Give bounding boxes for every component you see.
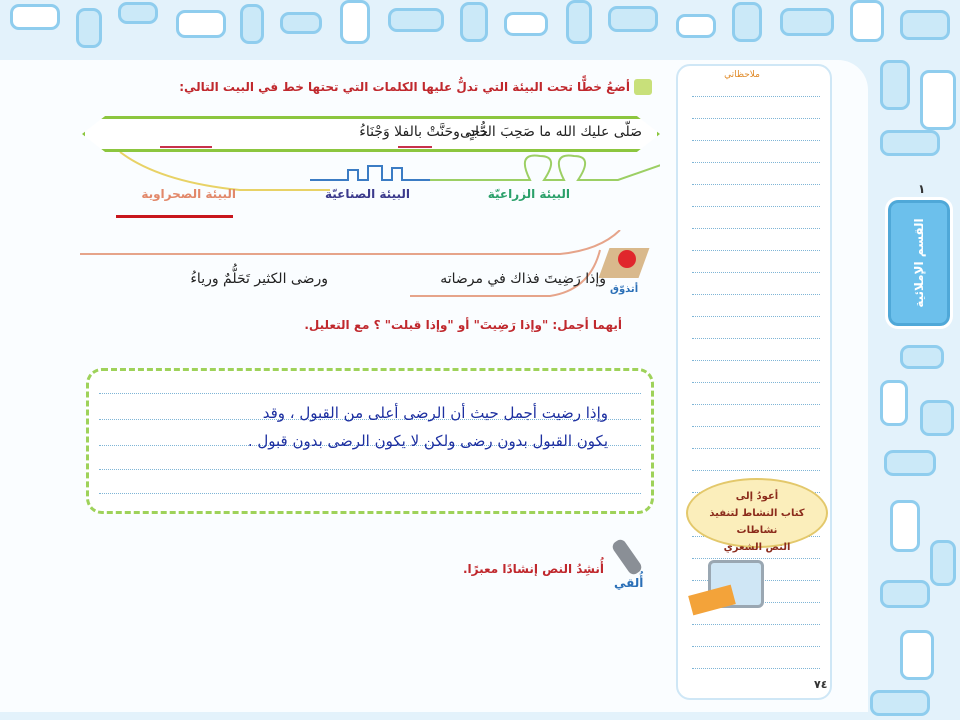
decorative-tile xyxy=(870,690,930,716)
decorative-tile xyxy=(608,6,658,32)
note-line xyxy=(692,272,820,273)
note-line xyxy=(692,448,820,449)
decorative-tile xyxy=(880,60,910,110)
note-line xyxy=(692,162,820,163)
decorative-tile xyxy=(676,14,716,38)
section-tab[interactable] xyxy=(888,200,950,326)
decorative-tile xyxy=(10,4,60,30)
page-number: ٧٤ xyxy=(814,678,828,691)
decorative-tile xyxy=(930,540,956,586)
recite-instruction: أُنشِدُ النص إنشادًا معبرًا. xyxy=(462,562,604,576)
env-industrial[interactable]: البيئة الصناعيّة xyxy=(325,187,410,201)
decorative-tile xyxy=(880,130,940,156)
note-line xyxy=(692,338,820,339)
decorative-tile xyxy=(850,0,884,42)
decorative-tile xyxy=(900,630,934,680)
note-line xyxy=(692,558,820,559)
answer-underline xyxy=(116,215,233,218)
verse2-right: وإذا رَضِيتَ فذاك في مرضاته xyxy=(440,271,606,287)
decorative-tile xyxy=(566,0,592,44)
decorative-tile xyxy=(880,380,908,426)
note-line xyxy=(692,294,820,295)
note-line xyxy=(692,624,820,625)
note-line xyxy=(692,470,820,471)
decorative-tile xyxy=(176,10,226,38)
question-text: أيهما أجمل: "وإذا رَضِيتَ" أو "وإذا قبلت" ؟ مع التعليل. xyxy=(304,318,622,332)
note-line xyxy=(692,96,820,97)
bubble-line: النص الشعري xyxy=(723,542,791,553)
decorative-tile xyxy=(460,2,488,42)
verse1-left: حادٍ، وحَنَّتْ بالفلا وَجْنَاءُ xyxy=(359,124,488,140)
section-tab-label: القسم الإملائية xyxy=(912,218,926,308)
note-line xyxy=(692,118,820,119)
verse-curves xyxy=(80,230,660,300)
side-number: ١ xyxy=(918,182,926,196)
note-line xyxy=(692,646,820,647)
note-line xyxy=(692,140,820,141)
activity-icon xyxy=(634,79,652,95)
note-line xyxy=(692,382,820,383)
note-line xyxy=(692,668,820,669)
ulqi-label: أُلقي xyxy=(614,576,644,590)
verse2-left: ورضى الكثير تَحَلُّمٌ ورياءُ xyxy=(190,271,328,287)
env-agricultural[interactable]: البيئة الزراعيّة xyxy=(487,187,570,201)
env-desert[interactable]: البيئة الصحراوية xyxy=(141,187,236,201)
decorative-tile xyxy=(118,2,158,24)
note-line xyxy=(692,316,820,317)
decorative-tile xyxy=(388,8,444,32)
underline xyxy=(398,146,432,148)
decorative-tile xyxy=(880,580,930,608)
activity-speech-bubble xyxy=(686,478,828,553)
instruction-text: أضعُ خطًّا تحت البيئة التي تدلُّ عليها الكلمات التي تحتها خط في البيت التالي: xyxy=(179,80,630,94)
decorative-tile xyxy=(884,450,936,476)
decorative-tile xyxy=(920,70,956,130)
notes-title: ملاحظاتي xyxy=(724,70,760,80)
answer-line-1: وإذا رضيت أجمل حيث أن الرضى أعلى من القبول ، وقد xyxy=(262,404,608,422)
verse1-right: صَلّى عليك الله ما صَحِبَ الدُّجى xyxy=(459,124,642,140)
decorative-tile xyxy=(340,0,370,44)
environment-connectors xyxy=(100,152,660,212)
bubble-line: كتاب النشاط لتنفيذ نشاطات xyxy=(709,508,805,536)
decorative-tile xyxy=(900,10,950,40)
decorative-tile xyxy=(280,12,322,34)
decorative-tile xyxy=(732,2,762,42)
decorative-tile xyxy=(504,12,548,36)
decorative-tile xyxy=(900,345,944,369)
bubble-line: أعودُ إلى xyxy=(735,491,779,502)
note-line xyxy=(692,184,820,185)
answer-line-2: يكون القبول بدون رضى ولكن لا يكون الرضى بدون قبول . xyxy=(247,432,608,450)
underline xyxy=(160,146,212,148)
note-line xyxy=(692,360,820,361)
decorative-tile xyxy=(240,4,264,44)
decorative-tile xyxy=(920,400,954,436)
note-line xyxy=(692,250,820,251)
apple-icon xyxy=(618,250,636,268)
note-line xyxy=(692,404,820,405)
decorative-tile xyxy=(76,8,102,48)
decorative-tile xyxy=(890,500,920,552)
decorative-tile xyxy=(780,8,834,36)
note-line xyxy=(692,426,820,427)
tadhawwaq-label: أتذوّق xyxy=(610,284,639,295)
note-line xyxy=(692,206,820,207)
note-line xyxy=(692,228,820,229)
